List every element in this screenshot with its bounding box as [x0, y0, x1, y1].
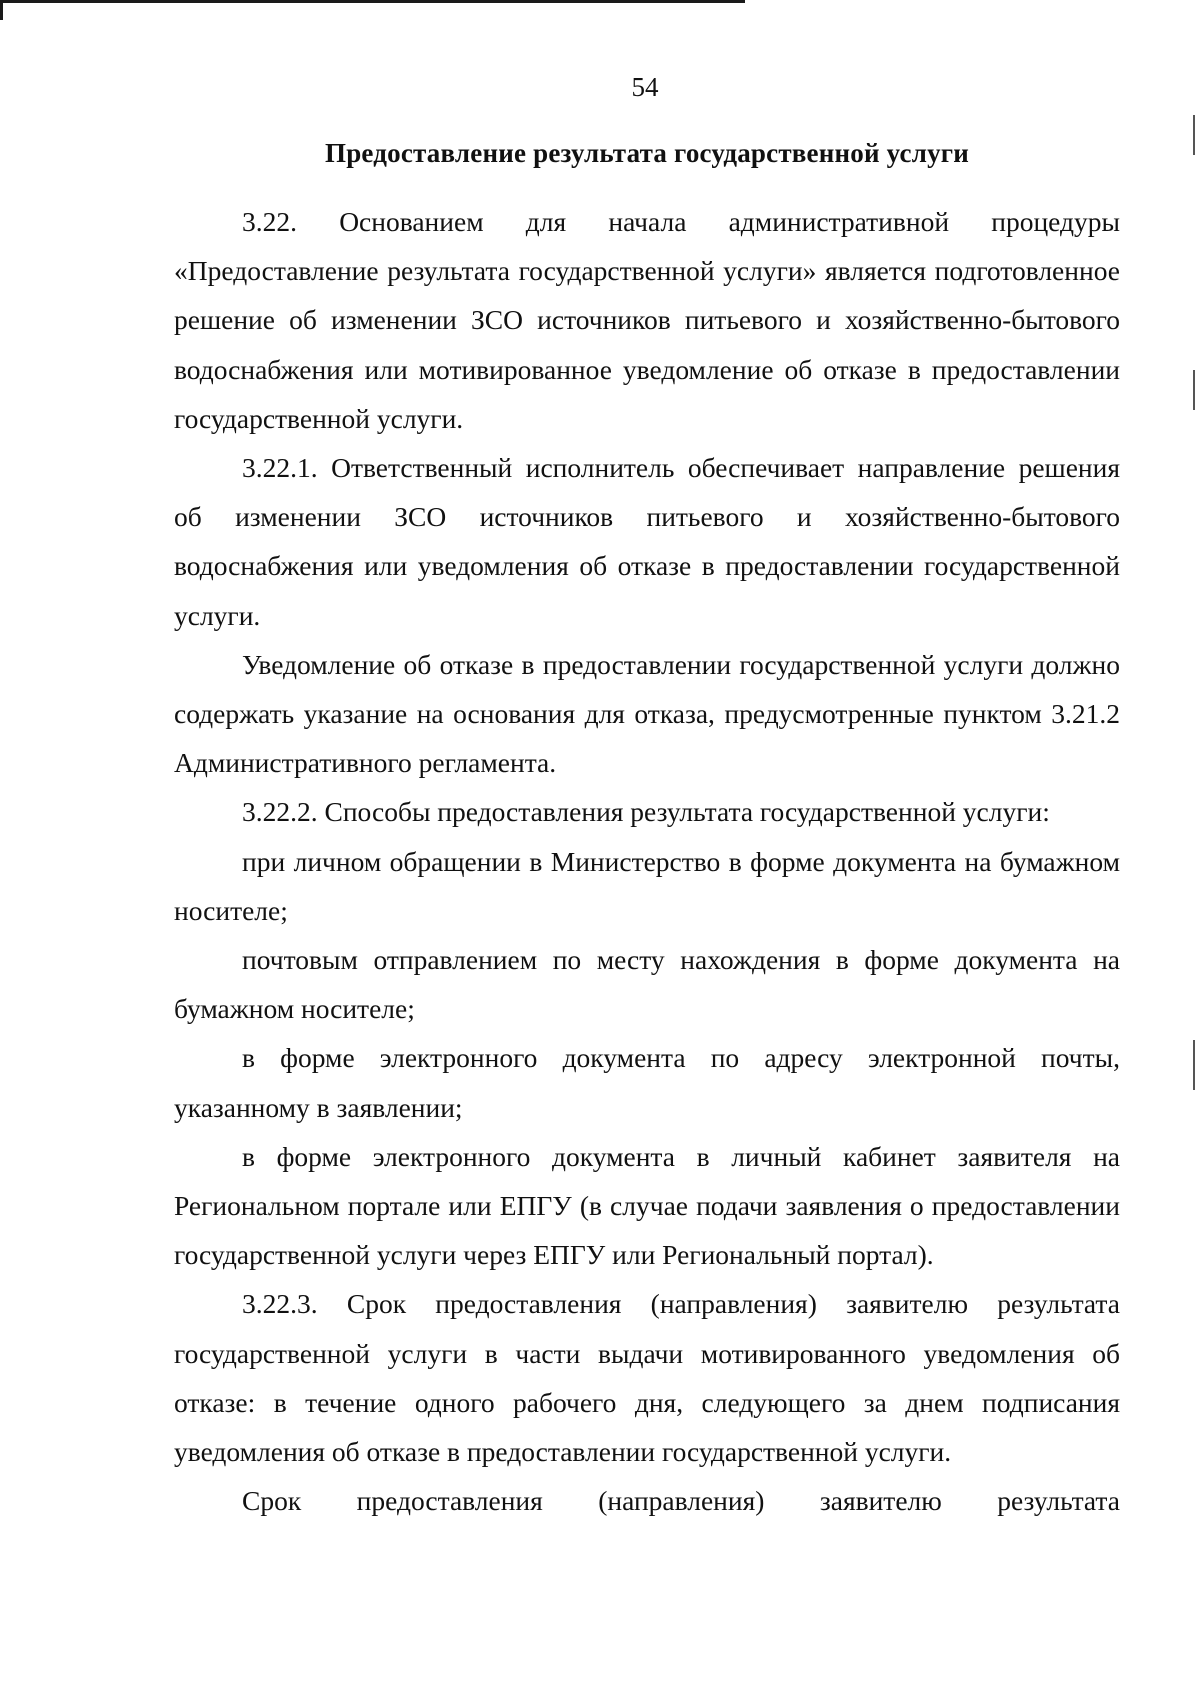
- list-item-by-post: почтовым отправлением по месту нахождения в форме документа на бумажном носителе;: [174, 944, 1120, 1025]
- paragraph-3-22-2: 3.22.2. Способы предоставления результата государственной услуги:: [242, 796, 1050, 828]
- list-item-personal-account: в форме электронного документа в личный кабинет заявителя на Региональном портале или ЕПГУ (в случае подачи заявления о предоставлении государственной услуги через ЕПГУ или Региональный портал).: [174, 1140, 1120, 1271]
- page-number: 54: [631, 72, 659, 102]
- list-item-by-email: в форме электронного документа по адресу электронной почты, указанному в заявлении;: [174, 1042, 1120, 1123]
- scan-border-left: [0, 0, 3, 20]
- document-body: [174, 197, 1120, 1525]
- scan-edge-mark: [1193, 115, 1195, 155]
- paragraph-refusal-notice: Уведомление об отказе в предоставлении государственной услуги должно содержать указание на основания для отказа, предусмотренные пунктом 3.21.2 Административного регламента.: [174, 648, 1120, 779]
- scan-edge-mark: [1193, 1040, 1195, 1090]
- scan-edge-mark: [1193, 370, 1195, 410]
- paragraph-term-continued: Срок предоставления (направления) заявителю результата: [242, 1485, 1120, 1517]
- paragraph-3-22-3: 3.22.3. Срок предоставления (направления) заявителю результата государственной услуги в части выдачи мотивированного уведомления об отказе: в течение одного рабочего дня, следующего за днем подписания уведомления об отказе в предоставлении государственной услуги.: [174, 1288, 1120, 1468]
- list-item-in-person: при личном обращении в Министерство в форме документа на бумажном носителе;: [174, 845, 1120, 926]
- paragraph-3-22: 3.22. Основанием для начала административной процедуры «Предоставление результата государственной услуги» является подготовленное решение об изменении ЗСО источников питьевого и хозяйственно-бытового водоснабжения или мотивированное уведомление об отказе в предоставлении государственной услуги.: [174, 206, 1120, 434]
- paragraph-3-22-1: 3.22.1. Ответственный исполнитель обеспечивает направление решения об изменении ЗСО источников питьевого и хозяйственно-бытового водоснабжения или уведомления об отказе в предоставлении государственной услуги.: [174, 452, 1120, 631]
- section-title: Предоставление результата государственной услуги: [325, 138, 969, 168]
- scan-border-top: [0, 0, 745, 3]
